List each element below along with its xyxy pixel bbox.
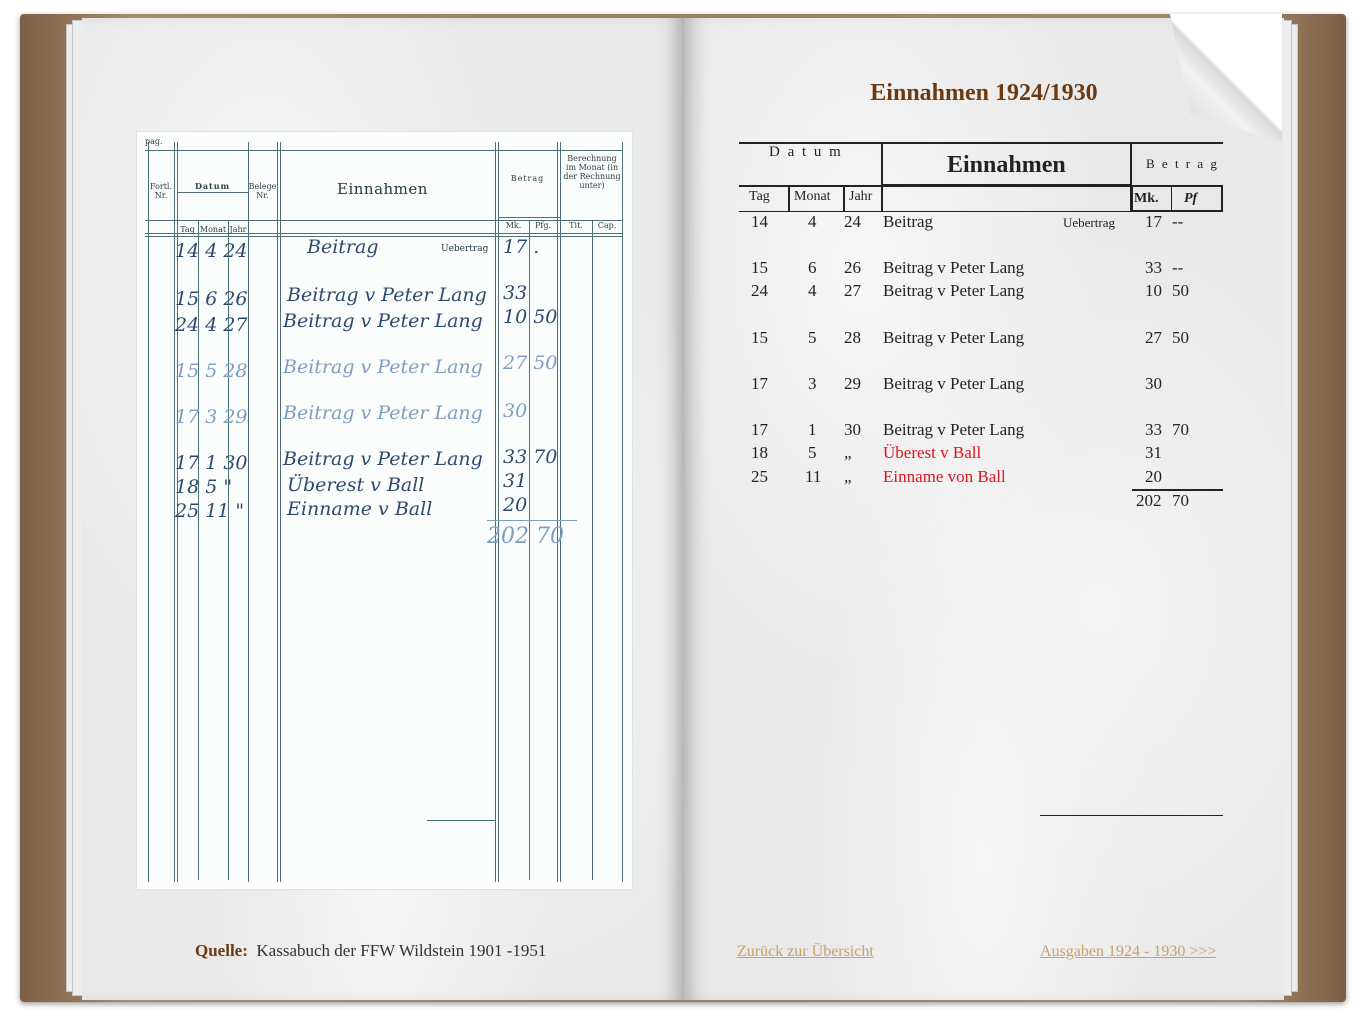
hand-text: Beitrag v Peter Lang — [283, 356, 483, 378]
source-caption — [195, 941, 546, 961]
row-tag: 18 — [751, 443, 768, 462]
hand-text: Beitrag v Peter Lang — [283, 310, 483, 332]
header-monat: Monat — [794, 189, 831, 204]
row-tag: 15 — [751, 328, 768, 347]
hand-total: 202 70 — [487, 524, 564, 549]
ledger-row — [739, 374, 1223, 396]
ledger-row — [739, 258, 1223, 280]
row-mk: 20 — [1145, 467, 1162, 486]
row-tag: 24 — [751, 281, 768, 300]
row-note: Uebertrag — [1063, 215, 1115, 230]
row-jahr: 29 — [844, 374, 861, 393]
row-text: Beitrag v Peter Lang — [883, 258, 1025, 277]
scan-tit-label: Tit. — [569, 221, 583, 230]
hand-text: Beitrag v Peter Lang — [283, 448, 483, 470]
row-mk: 27 — [1145, 328, 1162, 347]
row-monat: 4 — [808, 212, 817, 231]
scan-tag-label: Tag — [180, 225, 195, 234]
hand-text: Überest v Ball — [287, 474, 425, 496]
row-jahr: 30 — [844, 420, 861, 439]
row-tag: 14 — [751, 212, 768, 231]
row-text: Beitrag v Peter Lang — [883, 374, 1025, 393]
hand-amount: 27 50 — [503, 352, 558, 374]
scan-pfg-label: Pfg. — [534, 221, 551, 230]
row-monat: 4 — [808, 281, 817, 300]
hand-amount: 31 — [503, 470, 528, 492]
row-pf: 50 — [1172, 281, 1189, 300]
row-tag: 17 — [751, 374, 768, 393]
total-row — [739, 491, 1223, 513]
row-pf: 70 — [1172, 420, 1189, 439]
row-monat: 5 — [808, 443, 817, 462]
row-mk: 33 — [1145, 420, 1162, 439]
row-mk: 10 — [1145, 281, 1162, 300]
header-datum: D a t u m — [769, 144, 843, 160]
ledger-row — [739, 443, 1223, 465]
hand-note: Uebertrag — [441, 244, 489, 254]
back-to-overview-link[interactable]: Zurück zur Übersicht — [737, 943, 874, 960]
row-monat: 11 — [805, 467, 822, 486]
row-tag: 17 — [751, 420, 768, 439]
scan-belege-label: Belege Nr. — [248, 182, 277, 200]
hand-amount: 17 . — [503, 236, 540, 258]
hand-date: 24 4 27 — [175, 314, 248, 336]
header-betrag: B e t r a g — [1146, 156, 1219, 171]
header-einnahmen: Einnahmen — [947, 152, 1066, 178]
ledger-row — [739, 420, 1223, 442]
hand-date: 17 3 29 — [175, 406, 248, 428]
ledger-row — [739, 467, 1223, 489]
header-mk: Mk. — [1134, 191, 1159, 206]
scan-einnahmen-label: Einnahmen — [337, 180, 428, 198]
ledger-row — [739, 281, 1223, 303]
hand-date: 18 5 " — [175, 476, 233, 498]
row-tag: 15 — [751, 258, 768, 277]
row-tag: 25 — [751, 467, 768, 486]
row-mk: 17 — [1145, 212, 1162, 231]
hand-date: 15 5 28 — [175, 360, 248, 382]
header-pf: Pf — [1184, 191, 1198, 206]
row-jahr: 26 — [844, 258, 861, 277]
row-text: Beitrag v Peter Lang — [883, 420, 1025, 439]
row-jahr: 24 — [844, 212, 861, 231]
row-monat: 1 — [808, 420, 817, 439]
scan-cap-label: Cap. — [597, 221, 617, 230]
hand-text: Beitrag v Peter Lang — [283, 402, 483, 424]
hand-date: 17 1 30 — [175, 452, 248, 474]
row-pf: 50 — [1172, 328, 1189, 347]
row-jahr: „ — [844, 443, 852, 462]
scan-mk-label: Mk. — [505, 221, 522, 230]
hand-amount: 33 70 — [503, 446, 558, 468]
row-text-red: Überest v Ball — [883, 443, 982, 462]
row-monat: 3 — [808, 374, 817, 393]
ledger-row — [739, 328, 1223, 350]
scan-pag-label: pag. — [145, 137, 163, 146]
scan-betrag-label: Betrag — [510, 174, 545, 183]
hand-text: Einname v Ball — [287, 498, 433, 520]
row-text-red: Einname von Ball — [883, 467, 1006, 486]
row-monat: 6 — [808, 258, 817, 277]
hand-text: Beitrag v Peter Lang — [287, 284, 487, 306]
hand-date: 14 4 24 — [175, 240, 248, 262]
ledger-header — [739, 142, 1223, 212]
next-page-link[interactable]: Ausgaben 1924 - 1930 >>> — [1040, 943, 1217, 960]
row-text: Beitrag — [883, 212, 934, 231]
hand-amount: 30 — [503, 400, 528, 422]
scan-monat-label: Monat — [199, 225, 227, 234]
scan-fortl-label: Fortl. Nr. — [149, 182, 173, 200]
scan-jahr-label: Jahr — [229, 225, 247, 234]
row-monat: 5 — [808, 328, 817, 347]
row-text: Beitrag v Peter Lang — [883, 281, 1025, 300]
hand-amount: 10 50 — [503, 306, 558, 328]
hand-amount: 33 — [503, 282, 528, 304]
hand-date: 15 6 26 — [175, 288, 248, 310]
signature-line — [1040, 815, 1223, 816]
page-title: Einnahmen 1924/1930 — [870, 80, 1098, 106]
total-mk: 202 — [1136, 491, 1162, 510]
row-pf: -- — [1172, 258, 1184, 277]
ledger-row — [739, 212, 1223, 234]
source-label: Quelle: — [195, 941, 248, 960]
row-jahr: 27 — [844, 281, 861, 300]
row-mk: 33 — [1145, 258, 1162, 277]
total-pf: 70 — [1172, 491, 1189, 510]
row-mk: 30 — [1145, 374, 1162, 393]
row-jahr: 28 — [844, 328, 861, 347]
hand-date: 25 11 " — [175, 500, 245, 522]
row-jahr: „ — [844, 467, 852, 486]
row-pf: -- — [1172, 212, 1184, 231]
header-tag: Tag — [749, 189, 770, 204]
source-text: Kassabuch der FFW Wildstein 1901 -1951 — [256, 941, 547, 960]
ledger-scan-image — [136, 131, 633, 890]
row-text: Beitrag v Peter Lang — [883, 328, 1025, 347]
row-mk: 31 — [1145, 443, 1162, 462]
scan-datum-label: Datum — [194, 181, 231, 191]
header-jahr: Jahr — [849, 189, 873, 204]
hand-amount: 20 — [503, 494, 528, 516]
scan-berechnung-label: Berechnung im Monat (in der Rechnung unter) — [563, 154, 621, 190]
hand-text: Beitrag — [307, 236, 379, 258]
